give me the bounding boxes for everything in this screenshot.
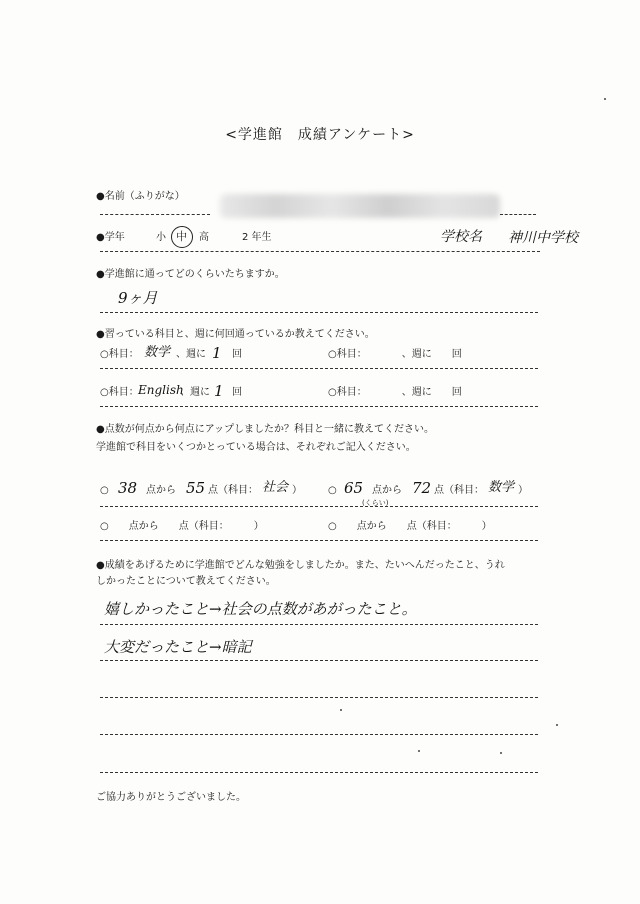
score1-to-label: 点（科目： <box>208 485 258 496</box>
score2-note: (くらい) <box>362 499 389 507</box>
score2-to: 72 <box>412 479 432 497</box>
grade-year: 2 年生 <box>242 232 272 243</box>
subject1-prefix: ○科目： <box>100 349 139 360</box>
effort-line-3 <box>100 697 538 698</box>
grade-label: ●学年 <box>96 232 125 243</box>
score2-to-label: 点（科目： <box>434 485 484 496</box>
scan-speck <box>418 750 420 752</box>
effort-answer-1: 嬉しかったこと→社会の点数があがったこと。 <box>104 600 417 618</box>
effort-question-2: しかったことについて教えてください。 <box>96 576 276 587</box>
school-name: 神川中学校 <box>508 230 578 246</box>
closing-text: ご協力ありがとうございました。 <box>96 792 246 803</box>
subject-row1-line <box>100 368 538 369</box>
score2-from-label: 点から <box>372 485 402 496</box>
grade-high: 高 <box>199 232 209 243</box>
subject2-blank: ○科目： 、週に 回 <box>328 349 462 360</box>
effort-answer-2: 大変だったこと→暗記 <box>104 638 252 656</box>
name-line <box>100 214 210 215</box>
subject1-suffix: 回 <box>232 349 242 360</box>
scan-speck <box>340 709 342 711</box>
score1-close: ） <box>292 485 302 496</box>
score1-mark: ○ <box>100 485 109 496</box>
school-label: 学校名 <box>440 229 482 245</box>
scan-speck <box>604 98 606 100</box>
score4-blank: ○ 点から 点（科目： ） <box>328 521 492 532</box>
effort-line-5 <box>100 772 538 773</box>
page-title: <学進館 成績アンケート> <box>225 127 415 143</box>
subject1-count: 1 <box>212 344 222 362</box>
subject3-prefix: ○科目： <box>100 387 139 398</box>
score2-from: 65 <box>344 479 364 497</box>
duration-line <box>100 312 538 313</box>
effort-line-4 <box>100 734 538 735</box>
duration-answer: 9ヶ月 <box>118 289 158 307</box>
score3-blank: ○ 点から 点（科目： ） <box>100 521 264 532</box>
effort-question-1: ●成績をあげるために学進館でどんな勉強をしましたか。また、たいへんだったこと、うれ <box>96 560 505 571</box>
subject3-suffix: 回 <box>232 387 242 398</box>
subject1-mid: 、週に <box>176 349 206 360</box>
scan-speck <box>556 724 558 726</box>
name-label: ●名前（ふりがな） <box>96 191 185 202</box>
grade-middle: 中 <box>176 230 187 243</box>
effort-line-1 <box>100 624 538 625</box>
score1-from: 38 <box>118 479 138 497</box>
score2-close: ） <box>518 485 528 496</box>
grade-primary: 小 <box>156 232 166 243</box>
score1-from-label: 点から <box>146 485 176 496</box>
scan-speck <box>500 752 502 754</box>
score2-subject: 数学 <box>488 480 515 495</box>
score2-mark: ○ <box>328 485 337 496</box>
duration-question: ●学進館に通ってどのくらいたちますか。 <box>96 269 285 280</box>
scores-question-1: ●点数が何点から何点にアップしましたか？科目と一緒に教えてください。 <box>96 424 435 435</box>
subjects-question: ●習っている科目と、週に何回通っているか教えてください。 <box>96 329 375 340</box>
effort-line-2 <box>100 660 538 661</box>
score-row2-line <box>100 540 538 541</box>
score1-to: 55 <box>186 479 206 497</box>
subject-row2-line <box>100 406 538 407</box>
subject3-mid: 、週に <box>180 387 210 398</box>
name-line-end <box>500 214 536 215</box>
subject4-blank: ○科目： 、週に 回 <box>328 387 462 398</box>
subject1-name: 数学 <box>144 345 171 360</box>
scores-question-2: 学進館で科目をいくつかとっている場合は、それぞれご記入ください。 <box>96 442 416 453</box>
redacted-name <box>220 194 500 218</box>
grade-line <box>100 251 540 252</box>
subject3-count: 1 <box>214 382 224 400</box>
score1-subject: 社会 <box>262 480 289 495</box>
subject3-name: English <box>138 383 184 397</box>
score-row1-line <box>100 506 538 507</box>
